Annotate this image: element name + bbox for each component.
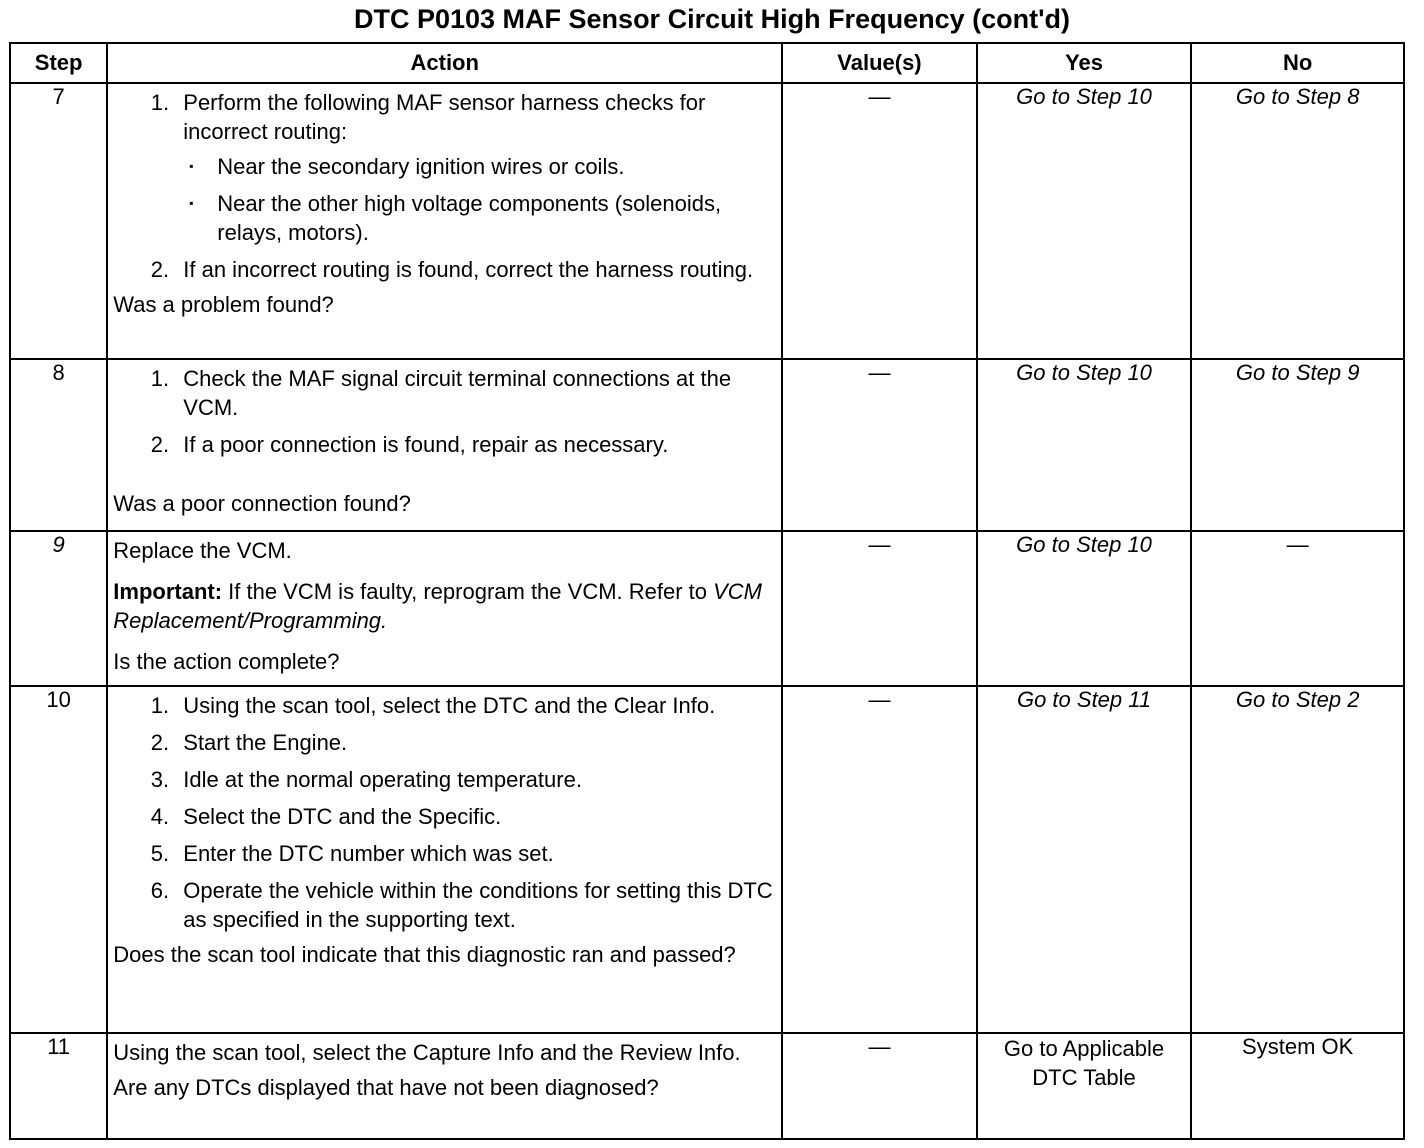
diagnostic-table [9, 42, 1405, 1140]
important-note: Important: If the VCM is faulty, reprogram the VCM. Refer to VCM Replacement/Programming. [113, 579, 763, 633]
goto-link[interactable]: Go to Step 11 [1016, 687, 1152, 712]
table-row-step-11 [10, 1033, 1404, 1139]
bullet-item: ▪ Near the other high voltage components (solenoids, relays, motors). [215, 189, 773, 247]
header-step: Step [10, 43, 107, 83]
table-row-step-7 [10, 83, 1404, 359]
no-cell [1191, 359, 1404, 531]
value-cell: — [782, 83, 977, 359]
action-cell [107, 531, 782, 686]
step-number: 9 [10, 531, 107, 686]
step-number: 11 [10, 1033, 107, 1139]
action-item: 1. Perform the following MAF sensor harness checks for incorrect routing: ▪ Near the secondary ignition wires or coils. ▪ Near the other high voltage components (solenoids, relays, motors). [175, 88, 773, 247]
goto-link[interactable]: Go to Step 10 [1016, 360, 1152, 385]
value-cell: — [782, 531, 977, 686]
action-cell [107, 359, 782, 531]
header-no: No [1191, 43, 1404, 83]
action-question: Are any DTCs displayed that have not been diagnosed? [113, 1075, 659, 1100]
yes-cell [977, 83, 1192, 359]
yes-cell [977, 686, 1192, 1033]
goto-link[interactable]: Go to Step 8 [1235, 84, 1360, 109]
reference-link[interactable]: VCM Replacement/Programming. [113, 579, 763, 633]
action-item: 1. Using the scan tool, select the DTC and the Clear Info. [175, 691, 773, 720]
action-item: 6. Operate the vehicle within the conditions for setting this DTC as specified in the supporting text. [175, 876, 773, 934]
no-cell [1191, 83, 1404, 359]
header-yes: Yes [977, 43, 1192, 83]
action-question: Was a problem found? [113, 292, 334, 317]
action-cell [107, 83, 782, 359]
table-row-step-9 [10, 531, 1404, 686]
action-item: 1. Check the MAF signal circuit terminal connections at the VCM. [175, 364, 773, 422]
goto-link[interactable]: Go to Step 10 [1016, 532, 1152, 557]
action-item: 2. Start the Engine. [175, 728, 773, 757]
no-cell: — [1191, 531, 1404, 686]
no-cell [1191, 686, 1404, 1033]
goto-link[interactable]: Go to Step 10 [1016, 84, 1152, 109]
action-cell [107, 686, 782, 1033]
goto-link[interactable]: Go to Step 9 [1235, 360, 1360, 385]
yes-cell [977, 531, 1192, 686]
action-item: 2. If a poor connection is found, repair as necessary. [175, 430, 773, 459]
value-cell: — [782, 1033, 977, 1139]
action-question: Is the action complete? [113, 649, 340, 674]
value-cell: — [782, 686, 977, 1033]
action-question: Was a poor connection found? [113, 491, 411, 516]
page-title: DTC P0103 MAF Sensor Circuit High Frequency (cont'd) [353, 4, 1070, 34]
action-item: 4. Select the DTC and the Specific. [175, 802, 773, 831]
table-row-step-10 [10, 686, 1404, 1033]
action-item: 2. If an incorrect routing is found, correct the harness routing. [175, 255, 773, 284]
action-text: Replace the VCM. [113, 538, 292, 563]
header-action: Action [107, 43, 782, 83]
bullet-item: ▪ Near the secondary ignition wires or coils. [215, 152, 773, 181]
action-item: 5. Enter the DTC number which was set. [175, 839, 773, 868]
step-number: 7 [10, 83, 107, 359]
no-cell: System OK [1191, 1033, 1404, 1139]
header-row [10, 43, 1404, 83]
goto-link[interactable]: Go to Step 2 [1235, 687, 1360, 712]
step-number: 10 [10, 686, 107, 1033]
header-values: Value(s) [782, 43, 977, 83]
value-cell: — [782, 359, 977, 531]
action-text: Using the scan tool, select the Capture Info and the Review Info. [113, 1040, 741, 1065]
action-question: Does the scan tool indicate that this diagnostic ran and passed? [113, 942, 736, 967]
yes-cell [977, 1033, 1192, 1139]
step-number: 8 [10, 359, 107, 531]
action-cell [107, 1033, 782, 1139]
goto-link[interactable]: Go to Applicable DTC Table [1003, 1036, 1165, 1090]
yes-cell [977, 359, 1192, 531]
table-row-step-8 [10, 359, 1404, 531]
action-item: 3. Idle at the normal operating temperature. [175, 765, 773, 794]
